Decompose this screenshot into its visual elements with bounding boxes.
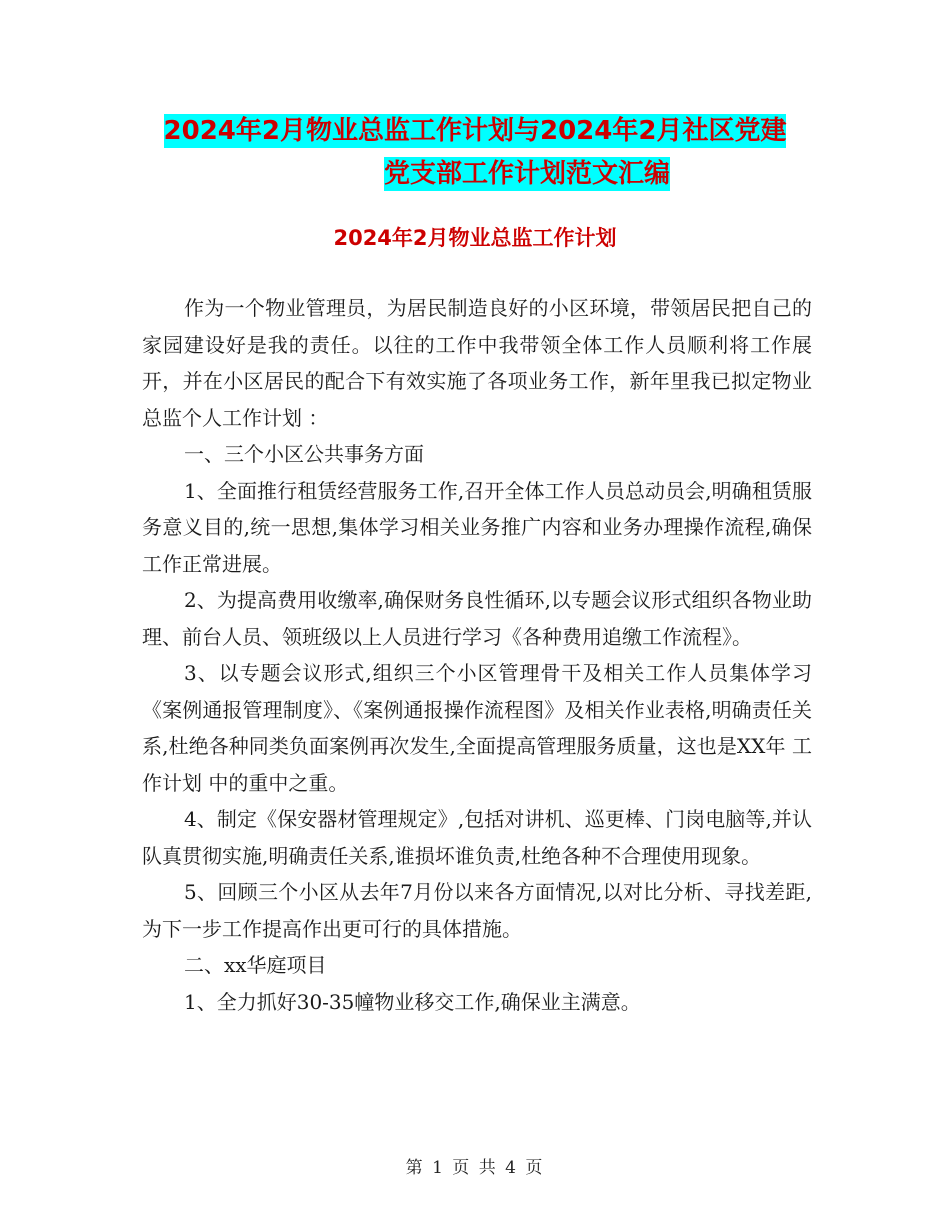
paragraph-item-6: 1、全力抓好30-35幢物业移交工作,确保业主满意。 xyxy=(184,989,641,1014)
section-heading: 2024年2月物业总监工作计划 xyxy=(333,226,617,250)
page-number-footer: 第 1 页 共 4 页 xyxy=(405,1158,545,1178)
paragraph-item-2: 2、为提高费用收缴率,确保财务良性循环,以专题会议形式组织各物业助理、前台人员、领班级以上人员进行学习《各种费用追缴工作流程》。 xyxy=(142,588,812,649)
paragraph-heading-1: 一、三个小区公共事务方面 xyxy=(184,442,424,466)
title-highlight: 党支部工作计划范文汇编 xyxy=(384,159,671,189)
document-title-line-2 xyxy=(384,150,670,198)
paragraph-item-5: 5、回顾三个小区从去年7月份以来各方面情况,以对比分析、寻找差距,为下一步工作提高作出更可行的具体措施。 xyxy=(142,880,812,941)
title-highlight: 2024年2月物业总监工作计划与2024年2月社区党建 xyxy=(163,116,787,146)
paragraph-intro: 作为一个物业管理员，为居民制造良好的小区环境，带领居民把自己的家园建设好是我的责任。以往的工作中我带领全体工作人员顺利将工作展开，并在小区居民的配合下有效实施了各项业务工作，新年里我已拟定物业总监个人工作计划 ： xyxy=(142,296,812,430)
paragraph-item-3: 3、以专题会议形式,组织三个小区管理骨干及相关工作人员集体学习《案例通报管理制度》、《案例通报操作流程图》及相关作业表格,明确责任关系,杜绝各种同类负面案例再次发生,全面提高管理服务质量，这也是XX年 工作计划 中的重中之重。 xyxy=(142,661,812,795)
document-title-line-1 xyxy=(130,107,820,155)
paragraph-item-1: 1、全面推行租赁经营服务工作,召开全体工作人员总动员会,明确租赁服务意义目的,统一思想,集体学习相关业务推广内容和业务办理操作流程,确保工作正常进展。 xyxy=(142,478,812,576)
paragraph-heading-2: 二、xx华庭项目 xyxy=(184,953,327,977)
document-body xyxy=(142,290,812,1020)
paragraph-item-4: 4、制定《保安器材管理规定》,包括对讲机、巡更棒、门岗电脑等,并认队真贯彻实施,明确责任关系,谁损坏谁负责,杜绝各种不合理使用现象。 xyxy=(142,807,812,868)
